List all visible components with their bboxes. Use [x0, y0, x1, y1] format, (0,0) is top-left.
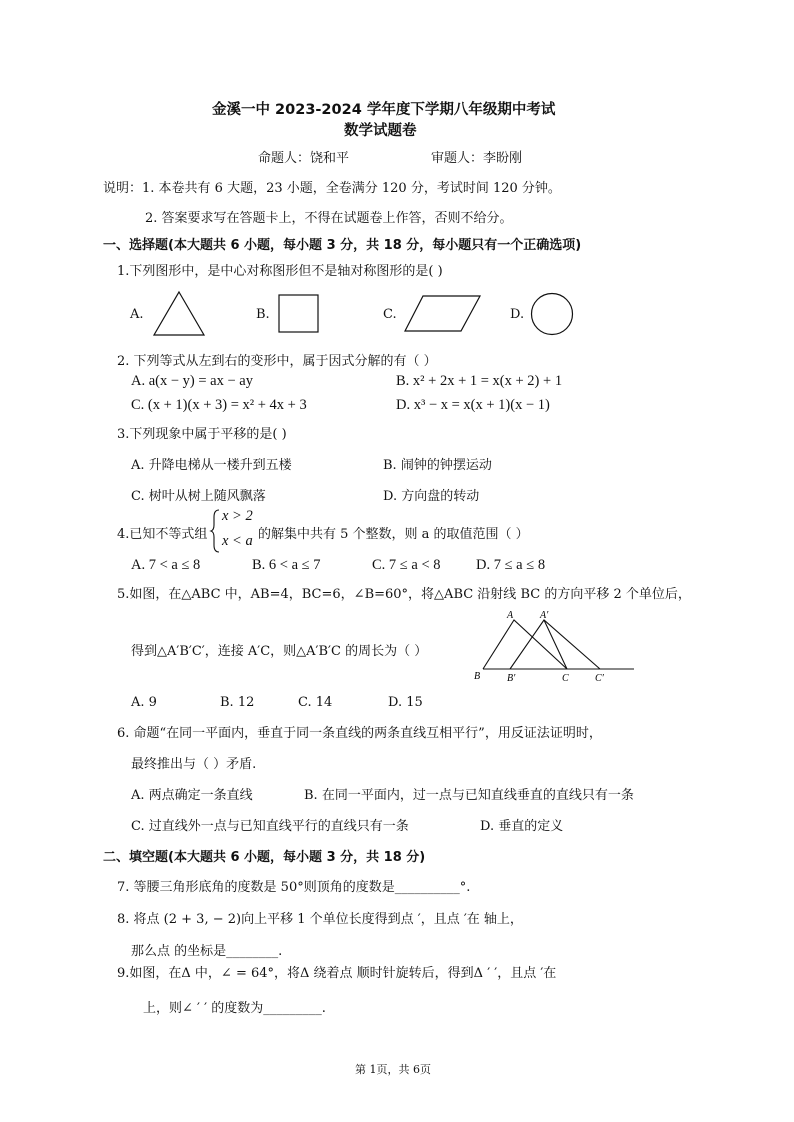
instruction-line-2: 2. 答案要求写在答题卡上，不得在试题卷上作答，否则不给分。	[145, 211, 513, 226]
q4-option-d: D. 7 ≤ a ≤ 8	[476, 557, 546, 573]
exam-subtitle: 数学试题卷	[344, 123, 417, 139]
q5-option-a: A. 9	[131, 695, 157, 710]
q2-option-d: D. x³ − x = x(x + 1)(x − 1)	[396, 397, 550, 413]
q8-text-line-2: 那么点 的坐标是________.	[131, 944, 283, 959]
q5-stem: 5.如图，在△ABC 中，AB=4，BC=6，∠B=60°，将△ABC 沿射线 BC 的方向平移 2 个单位后，	[117, 587, 691, 602]
q3-option-b: B. 闹钟的钟摆运动	[383, 458, 492, 473]
q6-stem-2: 最终推出与（ ）矛盾.	[131, 757, 257, 772]
reviewer-label: 审题人：李盼刚	[431, 151, 523, 166]
q6-stem: 6. 命题“在同一平面内，垂直于同一条直线的两条直线互相平行”，用反证法证明时，	[117, 726, 602, 741]
q3-stem: 3.下列现象中属于平移的是( )	[117, 427, 287, 442]
translated-triangles-figure	[470, 607, 636, 685]
q1-option-d-label: D.	[510, 307, 525, 322]
q1-option-b-label: B.	[256, 307, 270, 322]
q3-option-d: D. 方向盘的转动	[383, 489, 480, 504]
q2-option-a: A. a(x − y) = ax − ay	[131, 373, 253, 389]
q9-text-line-2: 上，则∠ ′ ′ 的度数为_________.	[143, 1001, 326, 1016]
exam-title: 金溪一中 2023-2024 学年度下学期八年级期中考试	[212, 102, 556, 118]
system-inequality-1: x > 2	[222, 508, 253, 524]
q2-option-b: B. x² + 2x + 1 = x(x + 2) + 1	[396, 373, 563, 389]
page-footer: 第 1页，共 6页	[355, 1063, 431, 1076]
q6-option-a: A. 两点确定一条直线	[131, 788, 253, 803]
system-brace	[211, 509, 221, 553]
q5-option-d: D. 15	[388, 695, 423, 710]
author-label: 命题人：饶和平	[258, 151, 350, 166]
q1-stem: 1.下列图形中，是中心对称图形但不是轴对称图形的是( )	[117, 264, 443, 279]
q8-text-line-1: 8. 将点 (2 + 3, − 2)向上平移 1 个单位长度得到点 ′，且点 ′在 轴上，	[117, 912, 523, 927]
q4-suffix: 的解集中共有 5 个整数，则 a 的取值范围（ ）	[258, 527, 529, 542]
point-b-prime-label: B′	[507, 673, 516, 684]
q4-option-c: C. 7 ≤ a < 8	[372, 557, 441, 573]
circle-figure	[530, 292, 576, 336]
q3-option-c: C. 树叶从树上随风飘落	[131, 489, 266, 504]
q2-stem: 2. 下列等式从左到右的变形中，属于因式分解的有（ ）	[117, 354, 437, 369]
q9-text-line-1: 9.如图，在Δ 中，∠ = 64°，将Δ 绕着点 顺时针旋转后，得到Δ ′ ′，且点 ′在	[117, 966, 557, 981]
q4-option-b: B. 6 < a ≤ 7	[252, 557, 321, 573]
triangle-figure	[152, 290, 207, 338]
point-c-prime-label: C′	[595, 673, 604, 684]
q4-prefix: 4.已知不等式组	[117, 527, 208, 542]
point-a-prime-label: A′	[540, 610, 549, 621]
section-2-heading: 二、填空题(本大题共 6 小题，每小题 3 分，共 18 分)	[103, 850, 426, 865]
q7-text: 7. 等腰三角形底角的度数是 50°则顶角的度数是__________°.	[117, 880, 471, 895]
section-1-heading: 一、选择题(本大题共 6 小题，每小题 3 分，共 18 分，每小题只有一个正确选项)	[103, 238, 582, 253]
q5-stem-2: 得到△A′B′C′，连接 A′C，则△A′B′C 的周长为（ ）	[131, 644, 428, 659]
q5-option-b: B. 12	[220, 695, 255, 710]
q3-option-a: A. 升降电梯从一楼升到五楼	[131, 458, 292, 473]
q1-option-c-label: C.	[383, 307, 397, 322]
point-c-label: C	[562, 673, 569, 684]
q2-option-c: C. (x + 1)(x + 3) = x² + 4x + 3	[131, 397, 307, 413]
system-inequality-2: x < a	[222, 533, 253, 549]
square-figure	[278, 294, 320, 334]
parallelogram-figure	[403, 294, 483, 334]
q4-option-a: A. 7 < a ≤ 8	[131, 557, 201, 573]
q6-option-b: B. 在同一平面内，过一点与已知直线垂直的直线只有一条	[304, 788, 634, 803]
point-b-label: B	[474, 671, 481, 682]
q6-option-c: C. 过直线外一点与已知直线平行的直线只有一条	[131, 819, 409, 834]
q1-option-a-label: A.	[130, 307, 144, 322]
point-a-label: A	[507, 610, 514, 621]
q5-option-c: C. 14	[298, 695, 333, 710]
instruction-line-1: 说明：1. 本卷共有 6 大题，23 小题，全卷满分 120 分，考试时间 120 分钟。	[103, 181, 561, 196]
q6-option-d: D. 垂直的定义	[480, 819, 564, 834]
